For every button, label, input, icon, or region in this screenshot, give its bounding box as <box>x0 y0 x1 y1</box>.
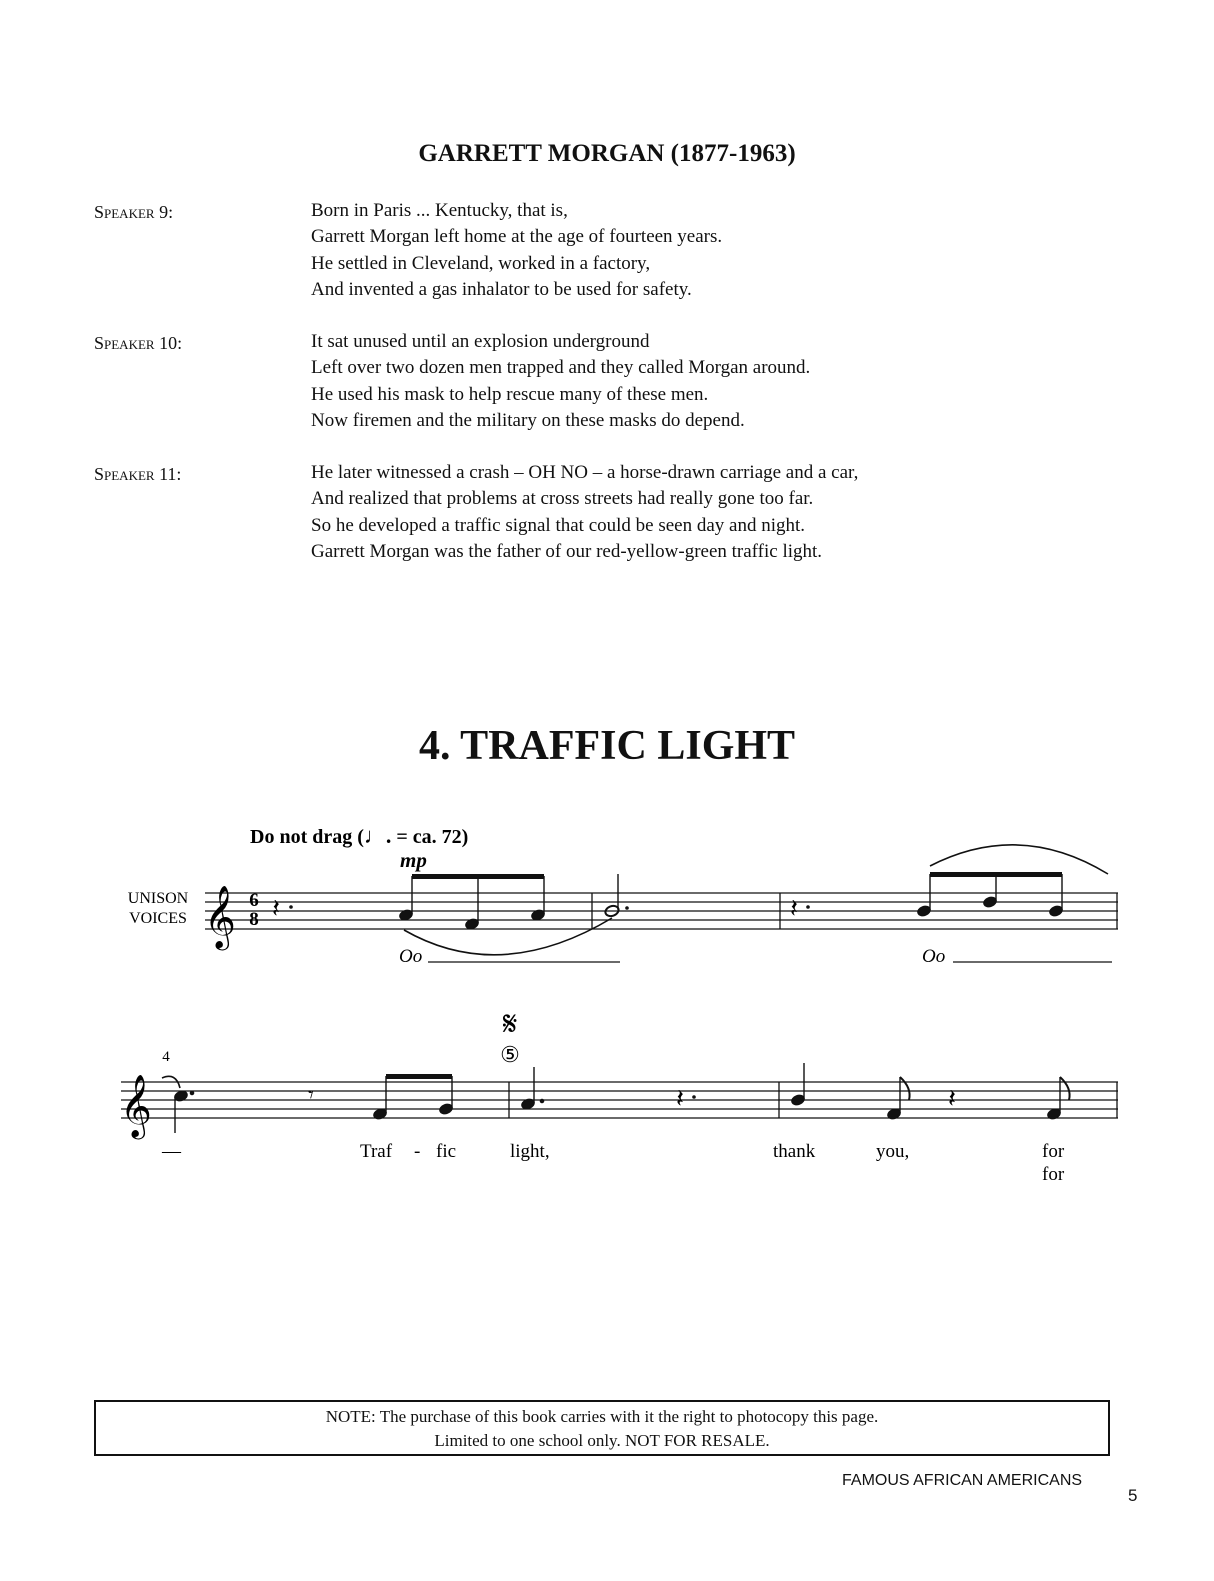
lyric-fic: fic <box>436 1141 457 1162</box>
tempo-marking: Do not drag (♩. = ca. 72) <box>250 823 469 848</box>
quarter-note <box>790 1063 805 1107</box>
staff-system-2 <box>121 1082 1118 1118</box>
treble-clef-icon: 𝄞 <box>120 1076 152 1136</box>
speaker-10-line-1: It sat unused until an explosion underground <box>311 331 650 352</box>
rehearsal-mark: ⑤ <box>500 1042 520 1067</box>
speaker-11-line-2: And realized that problems at cross streets had really gone too far. <box>311 488 814 510</box>
speaker-11-line-4: Garrett Morgan was the father of our red-yellow-green traffic light. <box>311 540 823 562</box>
voice-label-voices: VOICES <box>129 910 187 927</box>
quarter-rest-icon: 𝄽 <box>948 1084 956 1113</box>
time-signature-top: 6 <box>249 890 259 911</box>
speaker-10-line-3: He used his mask to help rescue many of these men. <box>311 383 709 405</box>
quarter-rest-icon: 𝄽 <box>676 1084 684 1113</box>
speaker-10-line-4: Now firemen and the military on these masks do depend. <box>311 409 745 431</box>
speaker-9-line-3: He settled in Cleveland, worked in a factory, <box>311 252 651 274</box>
lyric-you: you, <box>876 1141 910 1162</box>
speaker-9-label: Speaker 9: <box>94 202 174 222</box>
section-title: GARRETT MORGAN (1877-1963) <box>418 140 796 167</box>
voice-label-unison: UNISON <box>127 890 189 907</box>
page-number: 5 <box>1128 1486 1138 1505</box>
measure-number: 4 <box>162 1049 170 1065</box>
lyric-light: light, <box>510 1141 550 1162</box>
rest-dot <box>692 1095 696 1099</box>
slur-2 <box>930 845 1108 874</box>
quarter-rest-icon: 𝄽 <box>790 894 798 923</box>
note-line-1: NOTE: The purchase of this book carries with it the right to photocopy this page. <box>325 1407 879 1426</box>
speaker-11-label: Speaker 11: <box>94 464 182 484</box>
lyric-hyphen: - <box>414 1141 421 1162</box>
lyric-oo-2: Oo <box>922 946 946 967</box>
time-signature-bottom: 8 <box>249 909 259 930</box>
slur-1 <box>404 918 612 955</box>
speaker-9-line-1: Born in Paris ... Kentucky, that is, <box>311 200 568 221</box>
staff-system-1 <box>205 893 1118 929</box>
lyric-hold: — <box>162 1141 181 1162</box>
segno-icon: 𝄋 <box>502 1006 518 1043</box>
photocopy-note <box>94 1400 1110 1456</box>
lyric-for-2: for <box>1042 1164 1065 1185</box>
rest-dot <box>806 905 810 909</box>
lyric-oo-1: Oo <box>399 946 423 967</box>
song-title: 4. TRAFFIC LIGHT <box>418 723 796 769</box>
speaker-10-label: Speaker 10: <box>94 333 183 353</box>
treble-clef-icon: 𝄞 <box>204 887 236 947</box>
speaker-9-line-2: Garrett Morgan left home at the age of fourteen years. <box>311 226 723 248</box>
eighth-note <box>886 1077 909 1121</box>
speaker-9-line-4: And invented a gas inhalator to be used for safety. <box>311 278 692 300</box>
lyric-thank: thank <box>773 1141 816 1162</box>
note-line-2: Limited to one school only. NOT FOR RESALE. <box>434 1431 770 1450</box>
lyric-traf: Traf <box>360 1141 393 1162</box>
speaker-11-line-1: He later witnessed a crash – OH NO – a horse-drawn carriage and a car, <box>311 462 859 483</box>
dotted-quarter-note <box>173 1089 193 1133</box>
dotted-quarter-note <box>520 1067 543 1111</box>
speaker-10-line-2: Left over two dozen men trapped and they called Morgan around. <box>311 357 811 379</box>
speaker-11-line-3: So he developed a traffic signal that could be seen day and night. <box>311 514 806 536</box>
rest-dot <box>289 905 293 909</box>
footer-book-title: FAMOUS AFRICAN AMERICANS <box>842 1472 1083 1489</box>
beamed-eighths-3 <box>372 1074 453 1121</box>
quarter-rest-icon: 𝄽 <box>272 894 280 923</box>
eighth-note <box>1046 1077 1069 1121</box>
lyric-for-1: for <box>1042 1141 1065 1162</box>
eighth-rest-icon: 𝄾 <box>308 1082 314 1107</box>
dynamic-mp: mp <box>400 848 427 872</box>
